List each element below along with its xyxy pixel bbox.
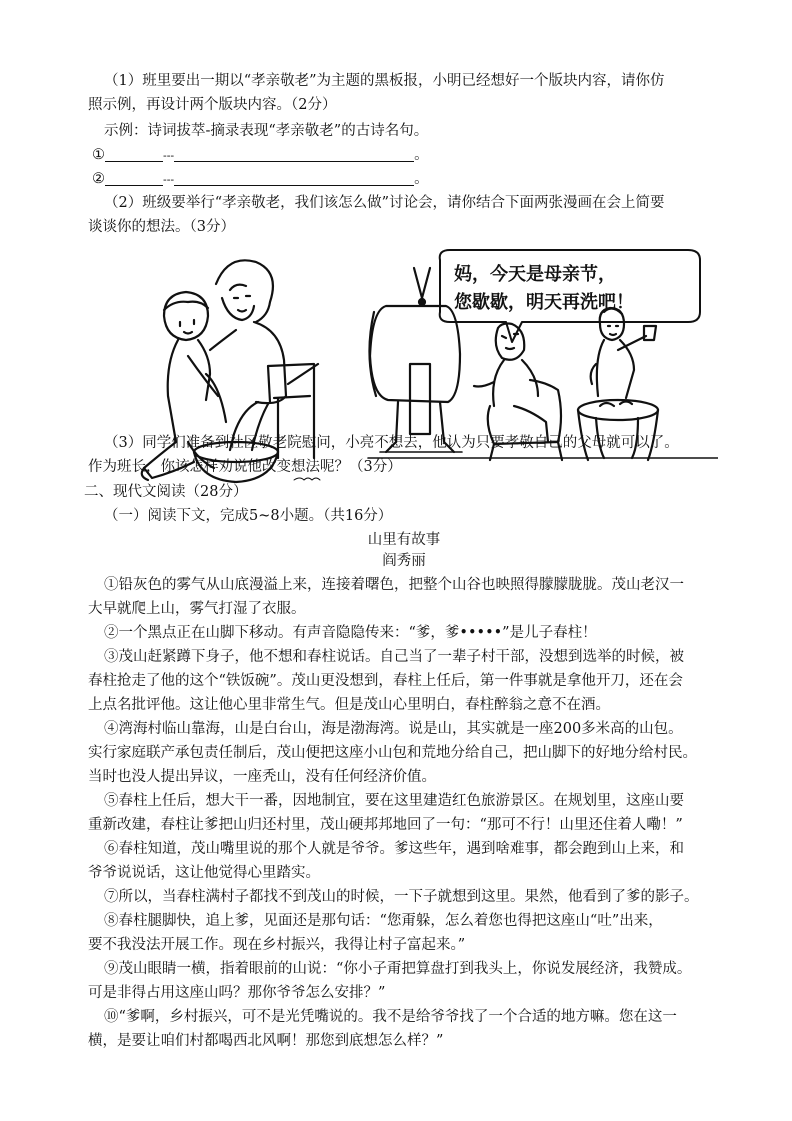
answer-1-content-blank[interactable] — [174, 147, 414, 162]
story-line: 可是非得占用这座山吗？那你爷爷怎么安排？” — [88, 985, 386, 1001]
story-line: 当时也没人提出异议，一座秃山，没有任何经济价值。 — [88, 769, 436, 785]
answer-1-mark: ① — [92, 147, 105, 163]
answer-2-dash: --- — [163, 173, 175, 186]
story-line: 要不我没法开展工作。现在乡村振兴，我得让村子富起来。” — [88, 937, 466, 953]
story-author: 阎秀丽 — [382, 553, 426, 569]
answer-2-period: 。 — [414, 171, 429, 187]
story-line: ⑤春柱上任后，想大干一番，因地制宜，要在这里建造红色旅游景区。在规划里，这座山要 — [104, 793, 684, 809]
answer-2-title-blank[interactable] — [105, 171, 163, 186]
story-line: 春柱抢走了他的这个“铁饭碗”。茂山更没想到，春柱上任后，第一件事就是拿他开刀，还在会 — [88, 673, 683, 689]
story-line: 重新改建，春柱让爹把山归还村里，茂山硬邦邦地回了一句：“那可不行！山里还住着人嘞！” — [88, 817, 683, 833]
answer-2-content-blank[interactable] — [174, 171, 414, 186]
story-line: 大早就爬上山，雾气打湿了衣服。 — [88, 601, 306, 617]
answer-row-1 — [92, 144, 429, 167]
answer-1-title-blank[interactable] — [105, 147, 163, 162]
story-line: ④湾海村临山靠海，山是白台山，海是渤海湾。说是山，其实就是一座200多米高的山包。 — [104, 721, 683, 737]
story-line: ③茂山赶紧蹲下身子，他不想和春柱说话。自己当了一辈子村干部，没想到选举的时候，被 — [104, 649, 684, 665]
story-line: ⑨茂山眼睛一横，指着眼前的山说：“你小子甭把算盘打到我头上，你说发展经济，我赞成。 — [104, 961, 692, 977]
q1-line-1: （1）班里要出一期以“孝亲敬老”为主题的黑板报，小明已经想好一个版块内容，请你仿 — [104, 73, 665, 89]
bubble-text-1: 妈，今天是母亲节， — [454, 264, 616, 285]
q1-line-2: 照示例，再设计两个版块内容。（2分） — [88, 97, 337, 113]
answer-row-2 — [92, 168, 429, 191]
story-line: ⑩“爹啊，乡村振兴，可不是光凭嘴说的。我不是给爷爷找了一个合适的地方嘛。您在这一 — [104, 1009, 677, 1025]
story-line: ⑦所以，当春柱满村子都找不到茂山的时候，一下子就想到这里。果然，他看到了爹的影子。 — [104, 889, 699, 905]
answer-1-dash: --- — [163, 149, 175, 162]
section-heading: 二、现代文阅读（28分） — [84, 484, 248, 500]
answer-2-mark: ② — [92, 171, 105, 187]
q2-line-1: （2）班级要举行“孝亲敬老，我们该怎么做”讨论会，请你结合下面两张漫画在会上简要 — [104, 195, 665, 211]
bubble-text-2: 您歇歇，明天再洗吧！ — [454, 292, 634, 313]
story-line: 实行家庭联产承包责任制后，茂山便把这座小山包和荒地分给自己，把山脚下的好地分给村民。 — [88, 745, 697, 761]
story-line: ⑧春柱腿脚快，追上爹，见面还是那句话：“您甭躲，怎么着您也得把这座山“吐”出来， — [104, 913, 663, 929]
story-line: 横，是要让咱们村都喝西北风啊！那您到底想怎么样？” — [88, 1033, 444, 1049]
story-line: ⑥春柱知道，茂山嘴里说的那个人就是爷爷。爹这些年，遇到啥难事，都会跑到山上来，和 — [104, 841, 684, 857]
story-title: 山里有故事 — [367, 532, 441, 548]
story-line: 上点名批评他。这让他心里非常生气。但是茂山心里明白，春柱醉翁之意不在酒。 — [88, 697, 610, 713]
q3-line-1: （3）同学们准备到社区敬老院慰问，小亮不想去，他认为只要孝敬自己的父母就可以了。 — [104, 435, 679, 451]
q3-line-2: 作为班长，你该怎样劝说他改变想法呢？（3分） — [88, 459, 402, 475]
q1-example: 示例：诗词拔萃-摘录表现“孝亲敬老”的古诗名句。 — [104, 123, 429, 139]
story-line: ①铅灰色的雾气从山底漫溢上来，连接着曙色，把整个山谷也映照得朦朦胧胧。茂山老汉一 — [104, 577, 684, 593]
q2-line-2: 谈谈你的想法。（3分） — [88, 219, 235, 235]
story-line: 爷爷说说话，这让他觉得心里踏实。 — [88, 865, 320, 881]
answer-1-period: 。 — [414, 147, 429, 163]
part-heading: （一）阅读下文，完成5~8小题。（共16分） — [104, 508, 393, 524]
story-line: ②一个黑点正在山脚下移动。有声音隐隐传来：“爹，爹•••••”是儿子春柱！ — [104, 625, 597, 641]
